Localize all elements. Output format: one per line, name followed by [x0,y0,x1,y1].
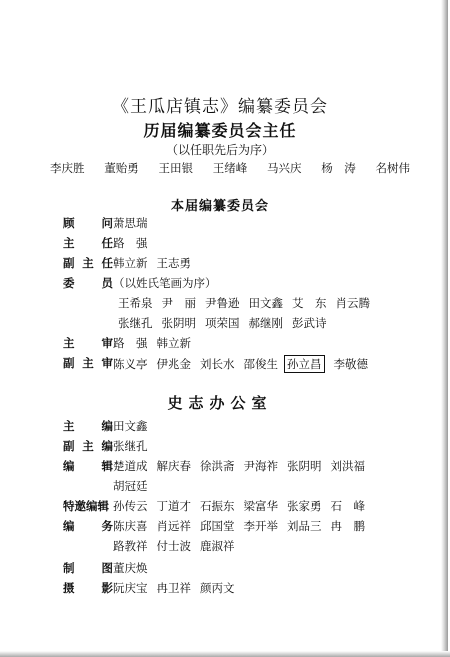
person-name: 路教祥 [113,539,148,553]
past-chair-name: 李庆胜 [50,161,85,175]
past-chair-name: 董贻勇 [104,161,139,175]
past-chair-name: 王绪峰 [212,161,248,175]
person-name: 李开举 [243,519,278,533]
role-label: 顾 问 [63,216,113,230]
role-label: 委 员 [63,276,113,290]
office-heading: 史志办公室 [167,394,273,412]
past-chairs-list [50,160,410,176]
person-name: 项荣国 [205,316,240,330]
role-label: 副 主 审 [63,356,113,370]
editors-line-2 [113,478,157,494]
person-name: 梁富华 [243,499,278,513]
person-name: 邱国堂 [200,519,235,533]
person-name: 陈庆喜 [113,519,148,533]
person-name: 郝继刚 [248,316,283,330]
members-line-2 [118,315,336,331]
page-title: 《王瓜店镇志》编纂委员会 [112,97,328,117]
person-name: 邵俊生 [243,357,278,371]
role-label: 副 主 编 [63,439,113,453]
members-line-1 [118,295,379,311]
person-name: 田文鑫 [113,419,148,433]
person-name: 胡冠廷 [113,479,148,493]
person-name: 石 峰 [330,499,365,513]
person-name: 楚道成 [113,459,148,473]
person-name: 尹海祚 [243,459,278,473]
person-name: 艾 东 [292,296,327,310]
person-name: 田文鑫 [248,296,283,310]
boxed-person-name: 孙立昌 [284,355,325,373]
person-name: 尹 丽 [161,296,196,310]
person-name: 张阴明 [161,316,196,330]
role-label: 摄 影 [63,581,113,595]
past-chair-name: 马兴庆 [267,161,302,175]
past-chair-name: 名树伟 [375,161,410,175]
person-name: 阮庆宝 [113,581,148,595]
person-name: 肖云腾 [335,296,370,310]
role-label: 副 主 任 [63,256,113,270]
members-order-note: （以姓氏笔画为序） [113,276,217,290]
person-name: 张继孔 [113,439,148,453]
person-name: 尹鲁逊 [205,296,240,310]
role-label: 特邀编辑 [63,499,109,513]
person-name: 路 强 [113,336,148,350]
person-name: 鹿淑祥 [200,539,235,553]
person-name: 解庆春 [156,459,191,473]
role-label: 主 审 [63,336,113,350]
role-label: 制 图 [63,561,113,575]
person-name: 刘洪福 [330,459,365,473]
role-label: 主 编 [63,419,113,433]
role-label: 编 辑 [63,459,113,473]
past-chair-name: 杨 涛 [321,161,356,175]
person-name: 王志勇 [156,256,191,270]
person-name: 颜丙文 [200,581,235,595]
role-label: 主 任 [63,236,113,250]
person-name: 韩立新 [156,336,191,350]
person-name: 董庆焕 [113,561,148,575]
person-name: 付士波 [156,539,191,553]
role-label: 编 务 [63,519,113,533]
person-name: 丁道才 [156,499,191,513]
person-name: 冉 鹏 [330,519,365,533]
page-bottom-shadow [0,651,450,657]
person-name: 李敬德 [333,357,368,371]
person-name: 伊兆金 [156,357,191,371]
person-name: 孙传云 [113,499,148,513]
past-chair-name: 王田银 [158,161,193,175]
person-name: 刘品三 [287,519,322,533]
person-name: 路 强 [113,236,148,250]
affairs-line-2 [113,538,244,554]
person-name: 萧思瑞 [113,216,148,230]
person-name: 韩立新 [113,256,148,270]
person-name: 冉卫祥 [156,581,191,595]
past-chairs-heading: 历届编纂委员会主任 [143,121,297,140]
person-name: 刘长水 [200,357,235,371]
past-chairs-note: （以任职先后为序） [165,143,274,157]
person-name: 石振东 [200,499,235,513]
person-name: 彭武诗 [292,316,327,330]
person-name: 徐洪斋 [200,459,235,473]
current-committee-heading: 本届编纂委员会 [170,199,269,214]
person-name: 张继孔 [118,316,153,330]
person-name: 王希泉 [118,296,153,310]
person-name: 张家勇 [287,499,322,513]
page-edge-shadow [441,0,448,657]
person-name: 张阴明 [287,459,322,473]
person-name: 肖远祥 [156,519,191,533]
person-name: 陈义亭 [113,357,148,371]
